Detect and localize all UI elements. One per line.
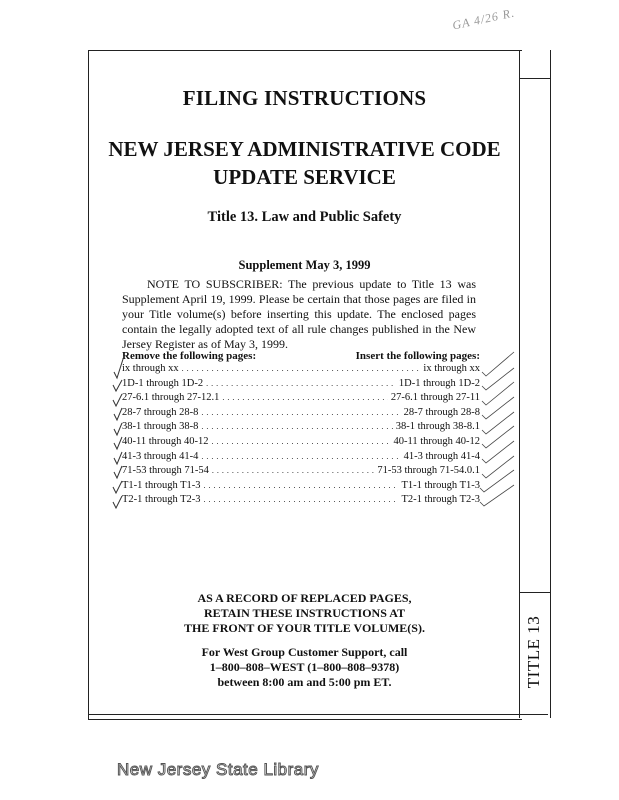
dot-leader xyxy=(212,465,374,476)
support-phone: 1–800–808–WEST (1–800–808–9378) xyxy=(209,660,400,674)
code-title xyxy=(88,135,521,191)
dot-leader xyxy=(182,363,421,374)
dot-leader xyxy=(222,392,387,403)
title-tab xyxy=(519,592,550,712)
pages-row xyxy=(122,436,480,451)
dot-leader xyxy=(206,378,396,389)
code-title-line1: NEW JERSEY ADMINISTRATIVE CODE xyxy=(108,137,501,161)
insert-pages: 40-11 through 40-12 xyxy=(393,435,480,447)
dot-leader xyxy=(212,436,391,447)
pages-row xyxy=(122,421,480,436)
pages-row xyxy=(122,451,480,466)
pages-row xyxy=(122,465,480,480)
pages-row xyxy=(122,407,480,422)
insert-pages: 28-7 through 28-8 xyxy=(403,406,480,418)
page-border-bottom xyxy=(88,714,548,715)
remove-pages: 1D-1 through 1D-2 xyxy=(122,377,204,389)
insert-pages: T1-1 through T1-3 xyxy=(401,479,480,491)
handwritten-checkmarks-left xyxy=(112,350,128,510)
handwritten-checkmarks-right xyxy=(472,350,522,510)
insert-pages: 27-6.1 through 27-11 xyxy=(390,392,480,404)
support-line1: For West Group Customer Support, call xyxy=(201,645,408,659)
dot-leader xyxy=(201,421,392,432)
subscriber-note: NOTE TO SUBSCRIBER: The previous update to Title 13 was Supplement April 19, 1999. Please be certain that those pages are filed in your Title volume(s) before inserting this update. The enclosed pages contain the legally adopted text of all rule changes published in the New Jersey Register as of May 3, 1999. xyxy=(122,277,476,351)
insert-header: Insert the following pages: xyxy=(355,350,480,362)
insert-pages: 38-1 through 38-8.1 xyxy=(395,421,480,433)
remove-pages: 28-7 through 28-8 xyxy=(122,406,199,418)
record-line2: RETAIN THESE INSTRUCTIONS AT xyxy=(203,606,406,620)
remove-pages: 27-6.1 through 27-12.1 xyxy=(122,392,220,404)
document-heading: FILING INSTRUCTIONS xyxy=(182,86,427,110)
remove-pages: 38-1 through 38-8 xyxy=(122,421,199,433)
insert-pages: T2-1 through T2-3 xyxy=(401,494,480,506)
title-tab-label: TITLE 13 xyxy=(524,615,544,689)
remove-pages: 40-11 through 40-12 xyxy=(122,435,209,447)
pages-row xyxy=(122,392,480,407)
record-line1: AS A RECORD OF REPLACED PAGES, xyxy=(197,591,412,605)
insert-pages: 1D-1 through 1D-2 xyxy=(398,377,480,389)
remove-pages: 41-3 through 41-4 xyxy=(122,450,199,462)
support-hours: between 8:00 am and 5:00 pm ET. xyxy=(217,675,392,689)
remove-pages: T2-1 through T2-3 xyxy=(122,494,201,506)
pages-row xyxy=(122,363,480,378)
remove-pages: T1-1 through T1-3 xyxy=(122,479,201,491)
library-stamp: New Jersey State Library xyxy=(117,760,319,779)
insert-pages: ix through xx xyxy=(423,363,480,374)
insert-pages: 71-53 through 71-54.0.1 xyxy=(377,465,480,477)
supplement-date: Supplement May 3, 1999 xyxy=(238,258,371,272)
customer-support xyxy=(88,645,521,690)
dot-leader xyxy=(201,451,400,462)
dot-leader xyxy=(204,480,399,491)
pages-header xyxy=(122,350,480,362)
tab-strip-divider xyxy=(519,78,550,79)
pages-row xyxy=(122,480,480,495)
record-notice xyxy=(88,591,521,636)
remove-pages: ix through xx xyxy=(122,363,179,374)
pages-list xyxy=(122,363,480,509)
dot-leader xyxy=(201,407,400,418)
pages-row xyxy=(122,494,480,509)
dot-leader xyxy=(204,494,399,505)
remove-pages: 71-53 through 71-54 xyxy=(122,465,209,477)
title-name: Title 13. Law and Public Safety xyxy=(207,209,402,225)
pages-row xyxy=(122,378,480,393)
record-line3: THE FRONT OF YOUR TITLE VOLUME(S). xyxy=(184,621,425,635)
handwritten-annotation: GA 4/26 R. xyxy=(451,5,517,33)
code-title-line2: UPDATE SERVICE xyxy=(213,165,396,189)
remove-header: Remove the following pages: xyxy=(122,350,257,362)
insert-pages: 41-3 through 41-4 xyxy=(403,450,480,462)
